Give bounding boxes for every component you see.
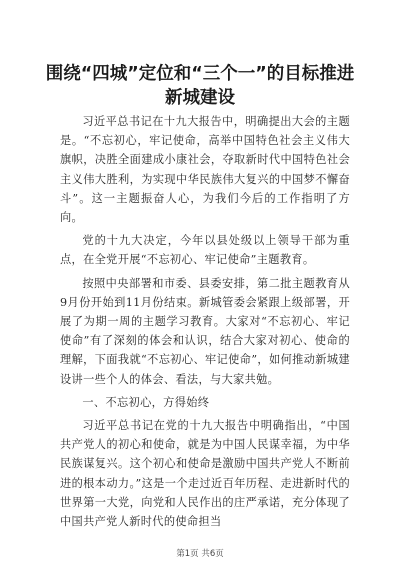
paragraph: 习近平总书记在党的十九大报告中明确指出，“中国共产党人的初心和使命，就是为中国人民谋幸福，为中华民族谋复兴。这个初心和使命是激励中国共产党人不断前进的根本动力。”这是一个走过近百年历程、走进新时代的世界第一大党，向党和人民作出的庄严承诺，充分体现了中国共产党人新时代的使命担当 [60,419,350,529]
section-heading: 一、不忘初心，方得始终 [82,395,210,409]
document-body [60,112,350,531]
document-title: 围绕“四城”定位和“三个一”的目标推进新城建设 [45,64,355,108]
paragraph: 习近平总书记在十九大报告中，明确提出大会的主题是。“不忘初心，牢记使命，高举中国特色社会主义伟大旗帜，决胜全面建成小康社会，夺取新时代中国特色社会主义伟大胜利，为实现中华民族伟大复兴的中国梦不懈奋斗”。这一主题振奋人心，为我们今后的工作指明了方向。 [60,115,350,225]
paragraph: 党的十九大决定，今年以县处级以上领导干部为重点，在全党开展“不忘初心、牢记使命”主题教育。 [60,234,350,267]
page-number: 第1页 共6页 [176,549,224,559]
paragraph: 按照中央部署和市委、县委安排，第二批主题教育从9月份开始到11月份结束。新城管委会紧跟上级部署，开展了为期一周的主题学习教育。大家对“不忘初心、牢记使命”有了深刻的体会和认识，结合大家对初心、使命的理解，下面我就“不忘初心、牢记使命”，如何推动新城建设讲一些个人的体会、看法，与大家共勉。 [60,276,350,386]
